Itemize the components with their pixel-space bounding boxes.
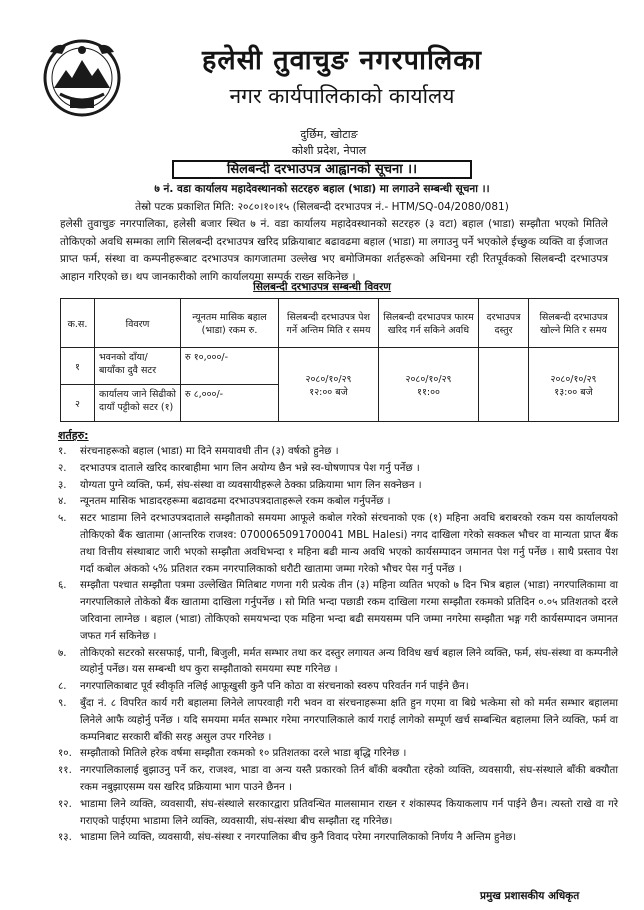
form-purchase-cell <box>379 348 479 422</box>
row-description: कार्यालय जाने सिढीको दायाँ पट्टीको सटर (१) <box>95 385 181 422</box>
conditions-heading: शर्तहरु: <box>58 429 89 442</box>
header-opening-date: सिलबन्दी दरभाउपत्र खोल्ने मिति र समय <box>529 299 619 348</box>
condition-item: २. दरभाउपत्र दाताले खरिद कारबाहीमा भाग लिन अयोग्य छैन भन्ने स्व-घोषणापत्र पेश गर्नु पर्नेछ । <box>58 462 420 474</box>
table-row <box>61 348 619 385</box>
condition-item: १. संरचनाहरूको बहाल (भाडा) मा दिने समयावधी तीन (३) वर्षको हुनेछ । <box>58 446 339 457</box>
row-min-rent: रु १०,०००/- <box>181 348 279 385</box>
row-sn: १ <box>61 348 95 385</box>
condition-item: ६. सम्झौता पश्चात सम्झौता पत्रमा उल्लेखित मितिबाट गणना गरी प्रत्येक तीन (३) महिना व्यतित भएको ७ दिन भित्र बहाल (भाडा) नगरपालिकामा वा नगरपालिकाले तोकेको बैंक खातामा दाखिला गर्नुपर्नेछ । सो मिति भन्दा पछाडी रकम दाखिला गरमा सम्झौता रकमको प्रतिदिन ०.०५ प्रतिशतको दरले जरिवाना लाग्नेछ । बहाल (भाडा) तोकिएको समयभन्दा एक महिना भन्दा बढी समयसम्म पनि जम्मा नगरेमा सम्झौता भङ्ग गरी कार्यसम्पादन जमानत जफत गर्न सकिनेछ । <box>58 580 618 642</box>
table-header-row <box>61 299 619 348</box>
header-min-rent: न्यूनतम मासिक बहाल (भाडा) रकम रु. <box>181 299 279 348</box>
opening-date: २०८०/१०/२९ <box>550 373 597 385</box>
condition-item: १२. भाडामा लिने व्यक्ति, व्यवसायी, संघ-संस्थाले सरकारद्वारा प्रतिवन्धित मालसामान राख्न र शंकास्पद कियाकलाप गर्न पाईने छैन। त्यस्तो राखे वा गरे गराएको पाईएमा भाडामा लिने व्यक्ति, व्यवसायी, संघ-संस्था बीच सम्झौता रद्द गरिनेछ। <box>58 798 618 827</box>
condition-item: ४. न्यूनतम मासिक भाडादरहरूमा बढावढमा दरभाउपत्रदाताहरूले रकम कबोल गर्नुपर्नेछ । <box>58 496 391 508</box>
form-time: ११:०० <box>417 386 440 398</box>
intro-paragraph: हलेसी तुवाचुङ नगरपालिका, हलेसी बजार स्थित ७ नं. वडा कार्यालय महादेवस्थानको सटरहरु (३ वटा) बहाल (भाडा) सम्झौता भएको मितिले तोकिएको अवधि सम्मका लागि सिलबन्दी दरभाउपत्र खरिद प्रक्रियाबाट बढावढमा बहाल (भाडा) मा लगाउनु पर्ने भएकोले ईच्छुक व्यक्ति वा ईजाजत प्राप्त फर्म, संस्था वा कम्पनीहरूबाट दरभाउपत्र कागजातमा उल्लेख भए बमोजिमका शर्तहरूको अधिनमा रही रितपूर्वकको सिलबन्दी दरभाउपत्र आहान गरिएको छ। थप जानकारीको लागि कार्यालयमा सम्पर्क राख्न सकिनेछ । <box>60 218 608 283</box>
condition-item: ७. तोकिएको सटरको सरसफाई, पानी, बिजुली, मर्मत सम्भार तथा कर दस्तुर लगायत अन्य विविध खर्च बहाल लिने व्यक्ति, फर्म, संघ-संस्था वा कम्पनीले व्यहोर्नु पर्नेछ। यस सम्बन्धी थप कुरा सम्झौताको समयमा स्पष्ट गरिनेछ । <box>58 647 618 676</box>
tender-table <box>60 298 619 422</box>
submission-deadline-cell <box>279 348 379 422</box>
submission-date: २०८०/१०/२९ <box>305 373 352 385</box>
condition-item: १०. सम्झौताको मितिले हरेक वर्षमा सम्झौता रकमको १० प्रतिशतका दरले भाडा बृद्धि गरिनेछ । <box>58 748 407 760</box>
notice-title: सिलबन्दी दरभाउपत्र आह्वानको सूचना ।। <box>172 160 472 179</box>
form-date: २०८०/१०/२९ <box>405 373 452 385</box>
header-sn: क.स. <box>61 299 95 348</box>
office-name: नगर कार्यपालिकाको कार्यालय <box>229 84 455 108</box>
header-form-purchase-period: सिलबन्दी दरभाउपत्र फारम खरिद गर्न सकिने अवधि <box>379 299 479 348</box>
row-sn: २ <box>61 385 95 422</box>
signatory-title: प्रमुख प्रशासकीय अधिकृत <box>480 890 580 902</box>
office-province: कोशी प्रदेश, नेपाल <box>291 144 367 157</box>
opening-time: १३:०० बजे <box>554 386 593 398</box>
condition-item: ३. योग्यता पुग्ने व्यक्ति, फर्म, संघ-संस्था वा व्यवसायीहरूले ठेक्का प्रक्रियामा भाग लिन सक्नेछन । <box>58 479 422 491</box>
header-submission-deadline: सिलबन्दी दरभाउपत्र पेश गर्ने अन्तिम मिति र समय <box>279 299 379 348</box>
submission-time: १२:०० बजे <box>309 386 348 398</box>
row-min-rent: रु ८,०००/- <box>181 385 279 422</box>
condition-item: ५. सटर भाडामा लिने दरभाउपत्रदाताले सम्झौताको समयमा आफूले कबोल गरेको संरचनाको एक (१) महिना अवधि बराबरको रकम यस कार्यालयको तोकिएको बैंक खातामा (आन्तरिक राजश्व: 0700065091700041 MBL Halesi) नगद दाखिला गरेको सक्कल भौचर वा मान्यता प्राप्त बैंक तथा वित्तीय संस्थाबाट जारी भएको सम्झौता अवधिभन्दा १ महिना बढी मान्य अवधि भएको कार्यसम्पादन जमानत पेश गर्नु पर्नेछ । साथै प्रस्ताव पेश गर्दा कबोल अंकको ५% प्रतिशत रकम नगरपालिकाको धरौटी खातामा जम्मा गरेको भौचर पेस गर्नु पर्नेछ । <box>58 513 618 575</box>
conditions-list <box>58 444 618 847</box>
fee-cell <box>479 348 529 422</box>
condition-item: १३. भाडामा लिने व्यक्ति, व्यवसायी, संघ-संस्था र नगरपालिका बीच कुनै विवाद परेमा नगरपालिकाको निर्णय नै अन्तिम हुनेछ। <box>58 832 517 844</box>
publication-date: तेस्रो पटक प्रकाशित मिति: २०८०।१०।१५ (सिलबन्दी दरभाउपत्र नं.- HTM/SQ-04/2080/081) <box>135 201 509 213</box>
table-title: सिलबन्दी दरभाउपत्र सम्बन्धी विवरण <box>253 281 391 293</box>
condition-item: ११. नगरपालिकालाई बुझाउनु पर्ने कर, राजश्व, भाडा वा अन्य यस्तै प्रकारको तिर्न बाँकी बक्यौता रहेको व्यक्ति, व्यवसायी, संघ-संस्थाले बाँकी बक्यौता रकम नबुझाएसम्म यस खरिद प्रक्रियामा भाग पाउने छैनन । <box>58 765 618 793</box>
office-location: दुर्छिम, खोटाङ <box>300 128 358 141</box>
row-description: भवनको दाँया/ बायाँका दुवै सटर <box>95 348 181 385</box>
header-fee: दरभाउपत्र दस्तुर <box>479 299 529 348</box>
condition-item: ९. बुँदा नं. ८ विपरित कार्य गरी बहालमा लिनेले लापरवाही गरी भवन वा संरचनाहरूमा क्षति हुन गएमा वा बिग्रे भत्केमा सो को मर्मत सम्भार बहालमा लिनेले आफै व्यहोर्नु पर्नेछ । यदि समयमा मर्मत सम्भार गरेमा नगरपालिकाले कार्य गराई लागेको सम्पूर्ण खर्च सम्बन्धित बहालमा लिने व्यक्ति, फर्म वा कम्पनिबाट सरकारी बाँकी सरह असुल उपर गरिनेछ । <box>58 697 618 743</box>
municipality-name: हलेसी तुवाचुङ नगरपालिका <box>201 45 482 76</box>
condition-item: ८. नगरपालिकाबाट पूर्व स्वीकृति नलिई आफूखुसी कुनै पनि कोठा वा संरचनाको स्वरुप परिवर्तन गर्न पाईने छैन। <box>58 681 469 693</box>
header-description: विवरण <box>95 299 181 348</box>
notice-subject: ७ नं. वडा कार्यालय महादेवस्थानको सटरहरु बहाल (भाडा) मा लगाउने सम्बन्धी सूचना ।। <box>154 183 490 195</box>
opening-date-cell <box>529 348 619 422</box>
